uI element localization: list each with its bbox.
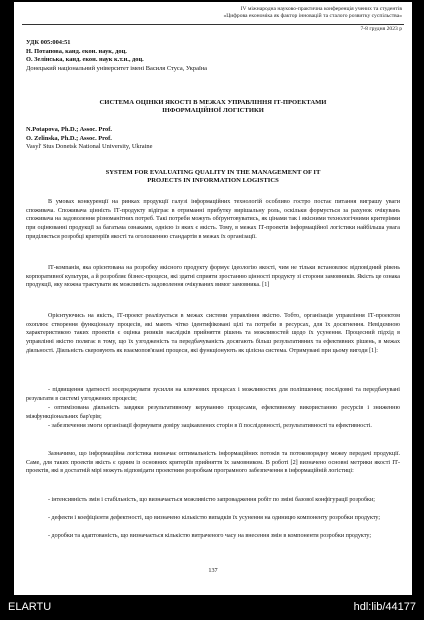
conference-header xyxy=(223,6,402,20)
header-line-2: «Цифрова економіка як фактор інновацій та сталого розвитку суспільства» xyxy=(223,13,402,19)
title-ua-line-2: ІНФОРМАЦІЙНОЇ ЛОГІСТИКИ xyxy=(162,107,264,114)
udk-code: УДК 005:004:51 xyxy=(26,39,71,46)
title-en-line-1: SYSTEM FOR EVALUATING QUALITY IN THE MANAGEMENT OF IT xyxy=(105,169,321,176)
affiliation-ua: Донецький національний університет імені Василя Стуса, Україна xyxy=(26,64,207,72)
title-en xyxy=(28,169,398,185)
conference-date: 7-8 грудня 2023 р xyxy=(360,26,402,32)
author-block-ua xyxy=(26,39,207,73)
title-en-line-2: PROJECTS IN INFORMATION LOGISTICS xyxy=(147,177,279,184)
title-ua xyxy=(28,99,398,115)
body-paragraph-1: В умовах конкуренції на ринках продукції галузі інформаційних технологій особливо гостро постає питання виграшу уваги споживача. Споживача цінність ІТ-продукту відіграє в отриманні прибутку вирішальну роль, оскільки формується за рахунок очікувань споживача на задоволення різноманітних потреб. Такі потреби можуть обґрунтовуватись, як цінами так і якісними технологічними критеріями при оцінюванні продукції за багатьма ознаками, однією із яких є якість. Тому, в межах ІТ-проектів інформаційної логістики найбільша увага приділяється розробці критеріїв якості та оголошенню стандартів в межах їх організації. xyxy=(26,199,400,240)
document-page xyxy=(14,2,412,595)
body-paragraph-3: Орієнтуючись на якість, ІТ-проект реалізується в межах системи управління якістю. Тобто, організація управління ІТ-проектом охоплює створення функціоналу процесів, які мають чітко ідентифіковані цілі та потреби в ресурсах, для їх досягнення. Невідємною характеристикою таких проектів є оцінка ризиків наслідків прийняття рішень та можливостей щодо їх усунення. Процесний підхід в управлінні якістю полягає в тому, що їх узгодженість та передбачуваність досягають більш результативних та ефективних рішень, в межах діяльності. Діяльність скеровують як взаємопов'язані процеси, які функціонують як цілісна система. Отримувані при цьому вигоди [1]: xyxy=(26,313,400,354)
benefit-item-1: - підвищення здатності зосереджувати зусилля на ключових процесах і можливостях для поліпшення; послідовні та передбачувані результати в системі узгоджених процесів; xyxy=(26,387,400,402)
affiliation-en: Vasyl' Stus Donetsk National University, Ukraine xyxy=(26,143,153,151)
author-2-en: O. Zelinska, Ph.D.; Assoc. Prof. xyxy=(26,134,112,142)
header-divider xyxy=(22,24,404,25)
benefit-item-3: - забезпечення змоги організації формувати довіру зацікавлених сторін в її послідовності, результативності та ефективності. xyxy=(48,423,372,429)
metric-item-3: - доробки та адаптованість, що визначається кількістю витраченого часу на внесення змін в компоненти розробки продукту; xyxy=(48,533,372,539)
body-paragraph-2: ІТ-компанія, яка орієнтована на розробку якісного продукту формує ідеологію якості, чим не тільки встановлює відповідний рівень корпоративної культури, а й розробляє бізнес-процеси, які здатні сприяти зростанню цінності продукту зі сторони замовників. Якість це ознака продукції, яку можна трактувати як можливість задоволення очікуваних вимог замовника. [1] xyxy=(26,265,400,289)
benefit-item-2: - оптимізована діяльність завдяки результативному керуванню процесами, ефективному використанню ресурсів і зниженню міжфункціональних бар'єрів; xyxy=(26,405,400,420)
page-number: 137 xyxy=(208,567,218,574)
metric-item-2: - дефекти і коефіцієнти дефектності, що визначено кількістю випадків їх усунення на одиницю компоненту розробки продукту; xyxy=(48,515,381,521)
author-1-en: N.Potapova, Ph.D.; Assoc. Prof. xyxy=(26,126,112,133)
author-2-ua: О. Зелінська, канд. екон. наук к.т.н., доц. xyxy=(26,56,144,64)
author-block-en xyxy=(26,126,152,152)
metric-item-1: - інтенсивність змін і стабільність, що визначається можливістю запровадження робіт по зміні базової конфігурації розробки; xyxy=(48,497,375,503)
title-ua-line-1: СИСТЕМА ОЦІНКИ ЯКОСТІ В МЕЖАХ УПРАВЛІННЯ ІТ-ПРОЕКТАМИ xyxy=(99,99,327,106)
author-1-ua: Н. Потапова, канд. екон. наук, доц. xyxy=(26,47,127,55)
body-paragraph-4: Зазначимо, що інформаційна логістика визначає оптимальність інформаційних потоків та потоковорядну межеу передачі продукції. Саме, для таких проектів якість є одним із основних критеріїв прийняття їх замовником. В роботі [2] визначено основні метрики якості ІТ-проектів, які в достатній мірі можуть відповідати проектним розробкам програмного забезпечення в інформаційній логістиці: xyxy=(26,451,400,475)
header-line-1: IV міжнародна науково-практична конференція учених та студентів xyxy=(240,6,402,12)
footer-handle[interactable]: hdl:lib/44177 xyxy=(353,601,416,613)
footer-repository-name: ELARTU xyxy=(8,601,52,613)
